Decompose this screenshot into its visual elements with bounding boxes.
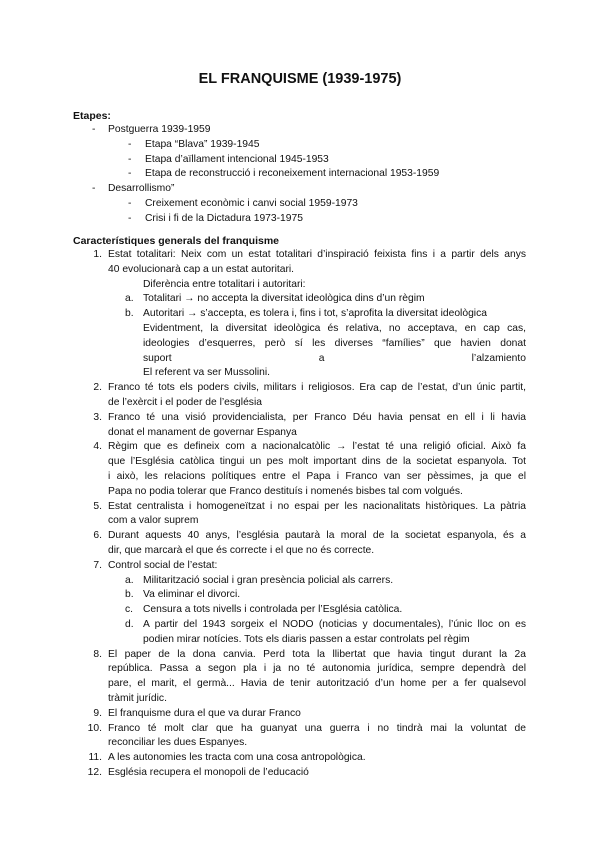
item-text-line: Franco té molt clar que ha guanyat una guerra i no tindrà mai la voluntat de [108, 722, 526, 734]
subitem-text-line: Va eliminar el divorci. [143, 589, 241, 601]
item-text-line: A les autonomies les tracta com una cosa antropològica. [108, 752, 366, 764]
substage-item: Etapa “Blava” 1939-1945 [145, 138, 260, 150]
item-number: 2. [93, 382, 102, 394]
subitem-letter: b. [125, 589, 134, 601]
item-text-line: Estat totalitari: Neix com un estat totalitari d’inspiració feixista fins i a partir dels anys [108, 249, 526, 260]
item-text-line: 40 evolucionarà cap a un estat autoritari. [108, 263, 295, 275]
item-text-line: república. Passa a segon pla i ja no té autonomia jurídica, sempre dependrà del [108, 663, 526, 675]
item-text-line: Papa no podia tolerar que Franco destituís i nomenés bisbes tal com volgués. [108, 485, 463, 497]
item-text-line: Durant aquests 40 anys, l’església pautarà la moral de la societat espanyola, és a [108, 530, 526, 542]
substage-item: Etapa d’aïllament intencional 1945-1953 [145, 153, 329, 165]
item-note: Diferència entre totalitari i autoritari: [143, 278, 306, 290]
item-number: 4. [93, 441, 102, 453]
item-text-line: dir, que marcarà el que és correcte i el que no és correcte. [108, 545, 375, 556]
item-text-line: tràmit jurídic. [108, 693, 167, 704]
stage-bullet: - [92, 183, 96, 195]
item-text-line: El franquisme dura el que va durar Franco [108, 707, 301, 719]
item-number: 1. [93, 249, 102, 260]
substage-bullet: - [128, 168, 132, 180]
stages-heading: Etapes: [73, 110, 111, 122]
substage-item: Creixement econòmic i canvi social 1959-1973 [145, 198, 358, 209]
subitem-letter: d. [125, 619, 134, 630]
substage-bullet: - [128, 198, 132, 209]
item-text-line: donat el manament de governar Espanya [108, 426, 297, 438]
subitem-letter: a. [125, 293, 134, 305]
item-number: 9. [93, 707, 102, 719]
item-text-line: com a valor suprem [108, 515, 199, 527]
item-text-line: de l’exèrcit i el poder de l’església [108, 397, 262, 408]
item-number: 5. [93, 500, 102, 512]
subitem-letter: b. [125, 308, 134, 320]
item-number: 6. [93, 530, 102, 542]
substage-item: Crisi i fi de la Dictadura 1973-1975 [145, 212, 303, 224]
subitem-text-line: Militarització social i gran presència policial als carrers. [143, 574, 394, 586]
stage-item: Postguerra 1939-1959 [108, 124, 211, 135]
stage-bullet: - [92, 124, 96, 135]
item-text-line: Franco té una visió providencialista, per Franco Déu havia pensat en ell i li havia [108, 411, 526, 423]
item-text-line: Franco té tots els poders civils, militars i religiosos. Era cap de l’estat, d’un únic partit, [108, 382, 526, 394]
subitem-text-line: podien mirar notícies. Tots els diaris passen a estar controlats pel règim [143, 633, 470, 645]
subitem-text-line: ideologies d’esquerres, però sí les diverses “famílies” que havien donat [143, 337, 526, 349]
item-text-line: i això, les relacions polítiques entre el Papa i Franco van ser pèssimes, ja que el [108, 471, 526, 482]
item-text-line: pare, el marit, el germà... Havia de tenir autorització d’un home per a fer qualsevol [108, 678, 526, 690]
item-number: 11. [88, 752, 102, 764]
item-text-line: Control social de l’estat: [108, 559, 218, 571]
characteristics-heading: Característiques generals del franquisme [73, 235, 279, 247]
item-text-line: reconciliar les dues Espanyes. [108, 737, 248, 749]
stage-item: Desarrollismo” [108, 183, 175, 195]
subitem-letter: a. [125, 574, 134, 586]
item-number: 10. [87, 722, 102, 734]
item-text-line: Església recupera el monopoli de l’educació [108, 767, 309, 778]
substage-bullet: - [128, 212, 132, 224]
subitem-text-line: Censura a tots nivells i controlada per l’Església catòlica. [143, 604, 403, 616]
item-text-line: El paper de la dona canvia. Perd tota la llibertat que havia tingut durant la 2a [108, 648, 526, 660]
item-text-line: que l’Església catòlica tingui un pes molt important dins de la societat espanyola. Tot [108, 456, 526, 468]
subitem-letter: c. [125, 604, 134, 616]
item-number: 12. [87, 767, 102, 778]
subitem-text-line: Autoritari → s’accepta, es tolera i, fins i tot, s’aprofita la diversitat ideològica [143, 308, 487, 320]
page-title: EL FRANQUISME (1939-1975) [198, 71, 402, 87]
item-text-line: Règim que es defineix com a nacionalcatòlic → l’estat té una religió oficial. Això fa [108, 441, 526, 453]
substage-bullet: - [128, 153, 132, 165]
subitem-text-line: Totalitari → no accepta la diversitat ideològica dins d’un règim [143, 293, 425, 305]
item-number: 8. [93, 648, 102, 660]
item-text-line: Estat centralista i homogeneïtzat i no espai per les nacionalitats històriques. La pàtria [108, 500, 526, 512]
subitem-text-line: suport a l’alzamiento [143, 352, 526, 364]
subitem-text-line: A partir del 1943 sorgeix el NODO (noticias y documentales), l’únic lloc on es [143, 619, 526, 630]
subitem-text-line: Evidentment, la diversitat ideològica és relativa, no acceptava, en cap cas, [143, 323, 526, 334]
item-number: 3. [93, 411, 102, 423]
item-number: 7. [93, 559, 102, 571]
substage-bullet: - [128, 138, 132, 150]
substage-item: Etapa de reconstrucció i reconeixement internacional 1953-1959 [145, 168, 440, 180]
subitem-text-line: El referent va ser Mussolini. [143, 367, 271, 379]
